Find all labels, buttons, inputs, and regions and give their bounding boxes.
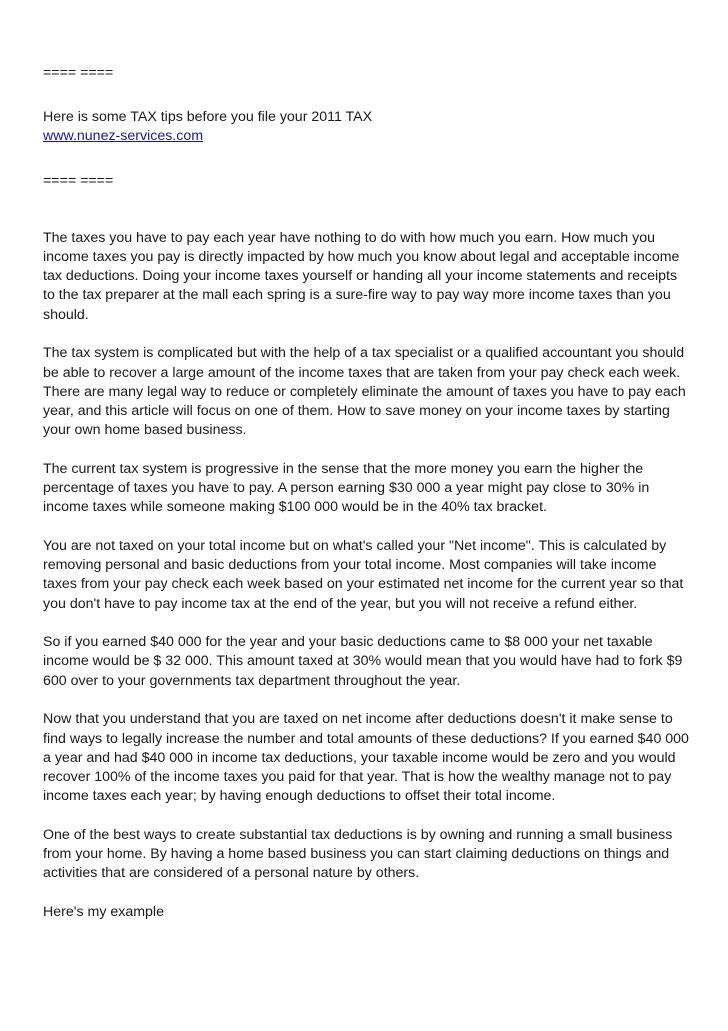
website-link[interactable]: www.nunez-services.com xyxy=(43,128,204,145)
document-title: Here is some TAX tips before you file your 2011 TAX xyxy=(43,109,373,126)
paragraph-1: The taxes you have to pay each year have nothing to do with how much you earn. How much you income taxes you pay is directly impacted by how much you know about legal and acceptable income tax deductions. Doing your income taxes yourself or handing all your income statements and receipts to the tax preparer at the mall each spring is a sure-fire way to pay way more income taxes than you should. xyxy=(43,229,680,323)
separator-bottom: ==== ==== xyxy=(43,172,114,189)
document-page xyxy=(43,64,691,942)
article-body xyxy=(43,229,691,922)
paragraph-6: Now that you understand that you are taxed on net income after deductions doesn't it make sense to find ways to legally increase the number and total amounts of these deductions? If you earned $40 000 a year and had $40 000 in income tax deductions, your taxable income would be zero and you would recover 100% of the income taxes you paid for that year. That is how the wealthy manage not to pay income taxes each year; by having enough deductions to offset their total income. xyxy=(43,711,689,805)
paragraph-4: You are not taxed on your total income but on what's called your "Net income". This is calculated by removing personal and basic deductions from your total income. Most companies will take income taxes from your pay check each week based on your estimated net income for the current year so that you don't have to pay income tax at the end of the year, but you will not receive a refund either. xyxy=(43,537,684,612)
paragraph-8: Here's my example xyxy=(43,904,164,920)
paragraph-3: The current tax system is progressive in the sense that the more money you earn the higher the percentage of taxes you have to pay. A person earning $30 000 a year might pay close to 30% in income taxes while someone making $100 000 would be in the 40% tax bracket. xyxy=(43,460,650,516)
separator-top: ==== ==== xyxy=(43,65,114,81)
paragraph-2: The tax system is complicated but with the help of a tax specialist or a qualified accountant you should be able to recover a large amount of the income taxes that are taken from your pay check each week. There are many legal way to reduce or completely eliminate the amount of taxes you have to pay each year, and this article will focus on one of them. How to save money on your income taxes by starting your own home based business. xyxy=(43,345,686,439)
paragraph-5: So if you earned $40 000 for the year and your basic deductions came to $8 000 your net taxable income would be $ 32 000. This amount taxed at 30% would mean that you would have had to fork $9 600 over to your governments tax department throughout the year. xyxy=(43,634,683,689)
paragraph-7: One of the best ways to create substantial tax deductions is by owning and running a small business from your home. By having a home based business you can start claiming deductions on things and activities that are considered of a personal nature by others. xyxy=(43,826,673,882)
